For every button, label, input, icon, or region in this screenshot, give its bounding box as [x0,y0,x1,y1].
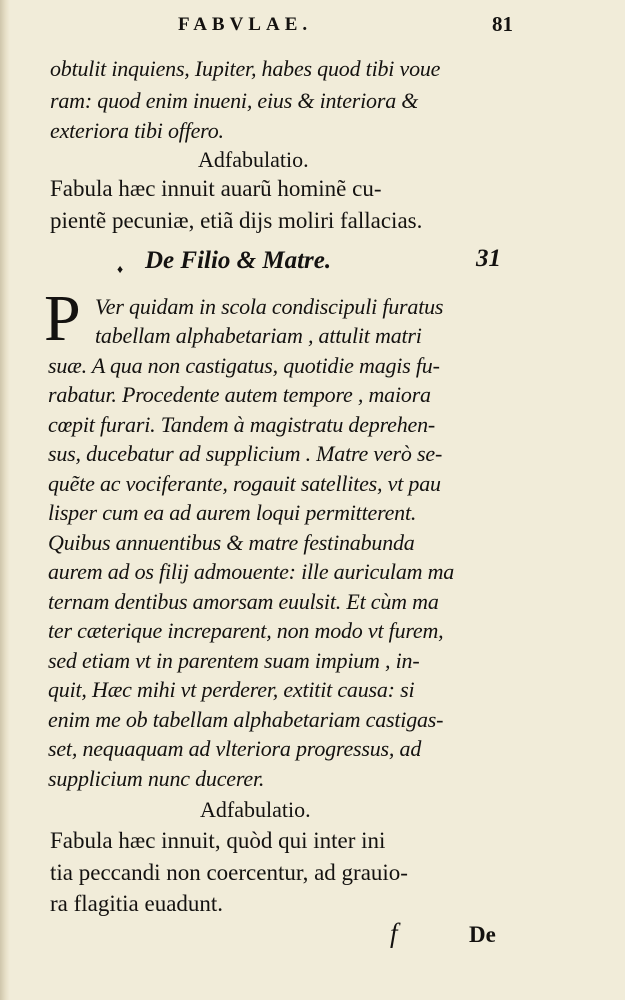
catchword: De [469,922,496,947]
moral-line: Fabula hæc innuit, quòd qui inter ini [50,828,386,853]
page-gutter [0,0,10,1000]
adfabulatio-heading: Adfabulatio. [200,797,311,822]
signature-mark: f [390,918,398,948]
fable-line: supplicium nunc ducerer. [48,766,265,791]
fable-line: set, nequaquam ad vlteriora progressus, ad [48,736,422,761]
fable-line: sus, ducebatur ad supplicium . Matre verò se- [48,441,443,466]
drop-initial: P [44,282,81,355]
ornament-mark: ♦ [117,262,124,276]
fable-line: enim me ob tabellam alphabetariam castigas- [48,707,444,732]
fable-line: ter cæterique increparent, non modo vt furem, [48,618,444,643]
moral-line: tia peccandi non coercentur, ad grauio- [50,860,408,885]
fable-line: suæ. A qua non castigatus, quotidie magis fu- [48,353,440,378]
fable-line: cœpit furari. Tandem à magistratu deprehen- [48,412,435,437]
fable-line: rabatur. Procedente autem tempore , maiora [48,382,431,407]
fable-number: 31 [476,245,501,272]
fable-line: Ver quidam in scola condiscipuli furatus [95,294,444,319]
fable-title: De Filio & Matre. [145,247,332,274]
page-number: 81 [492,12,513,36]
moral-line: pientẽ pecuniæ, etiã dijs moliri fallacias. [50,208,423,233]
intro-line: ram: quod enim inueni, eius & interiora & [50,88,419,113]
fable-line: aurem ad os filij admouente: ille auriculam ma [48,559,455,584]
moral-line: ra flagitia euadunt. [50,891,224,916]
fable-line: quẽte ac vociferante, rogauit satellites, vt pau [48,471,441,496]
running-head: FABVLAE. [178,14,313,35]
fable-line: ternam dentibus amorsam euulsit. Et cùm ma [48,589,439,614]
fable-line: sed etiam vt in parentem suam impium , in- [48,648,420,673]
intro-line: obtulit inquiens, Iupiter, habes quod tibi voue [50,56,441,81]
moral-line: Fabula hæc innuit auarũ hominẽ cu- [50,176,382,201]
fable-line: tabellam alphabetariam , attulit matri [95,323,422,348]
adfabulatio-heading: Adfabulatio. [198,147,309,172]
fable-line: lisper cum ea ad aurem loqui permitterent. [48,500,417,525]
fable-line: quit, Hæc mihi vt perderer, extitit causa: si [48,677,415,702]
intro-line: exteriora tibi offero. [50,118,224,143]
fable-line: Quibus annuentibus & matre festinabunda [48,530,415,555]
